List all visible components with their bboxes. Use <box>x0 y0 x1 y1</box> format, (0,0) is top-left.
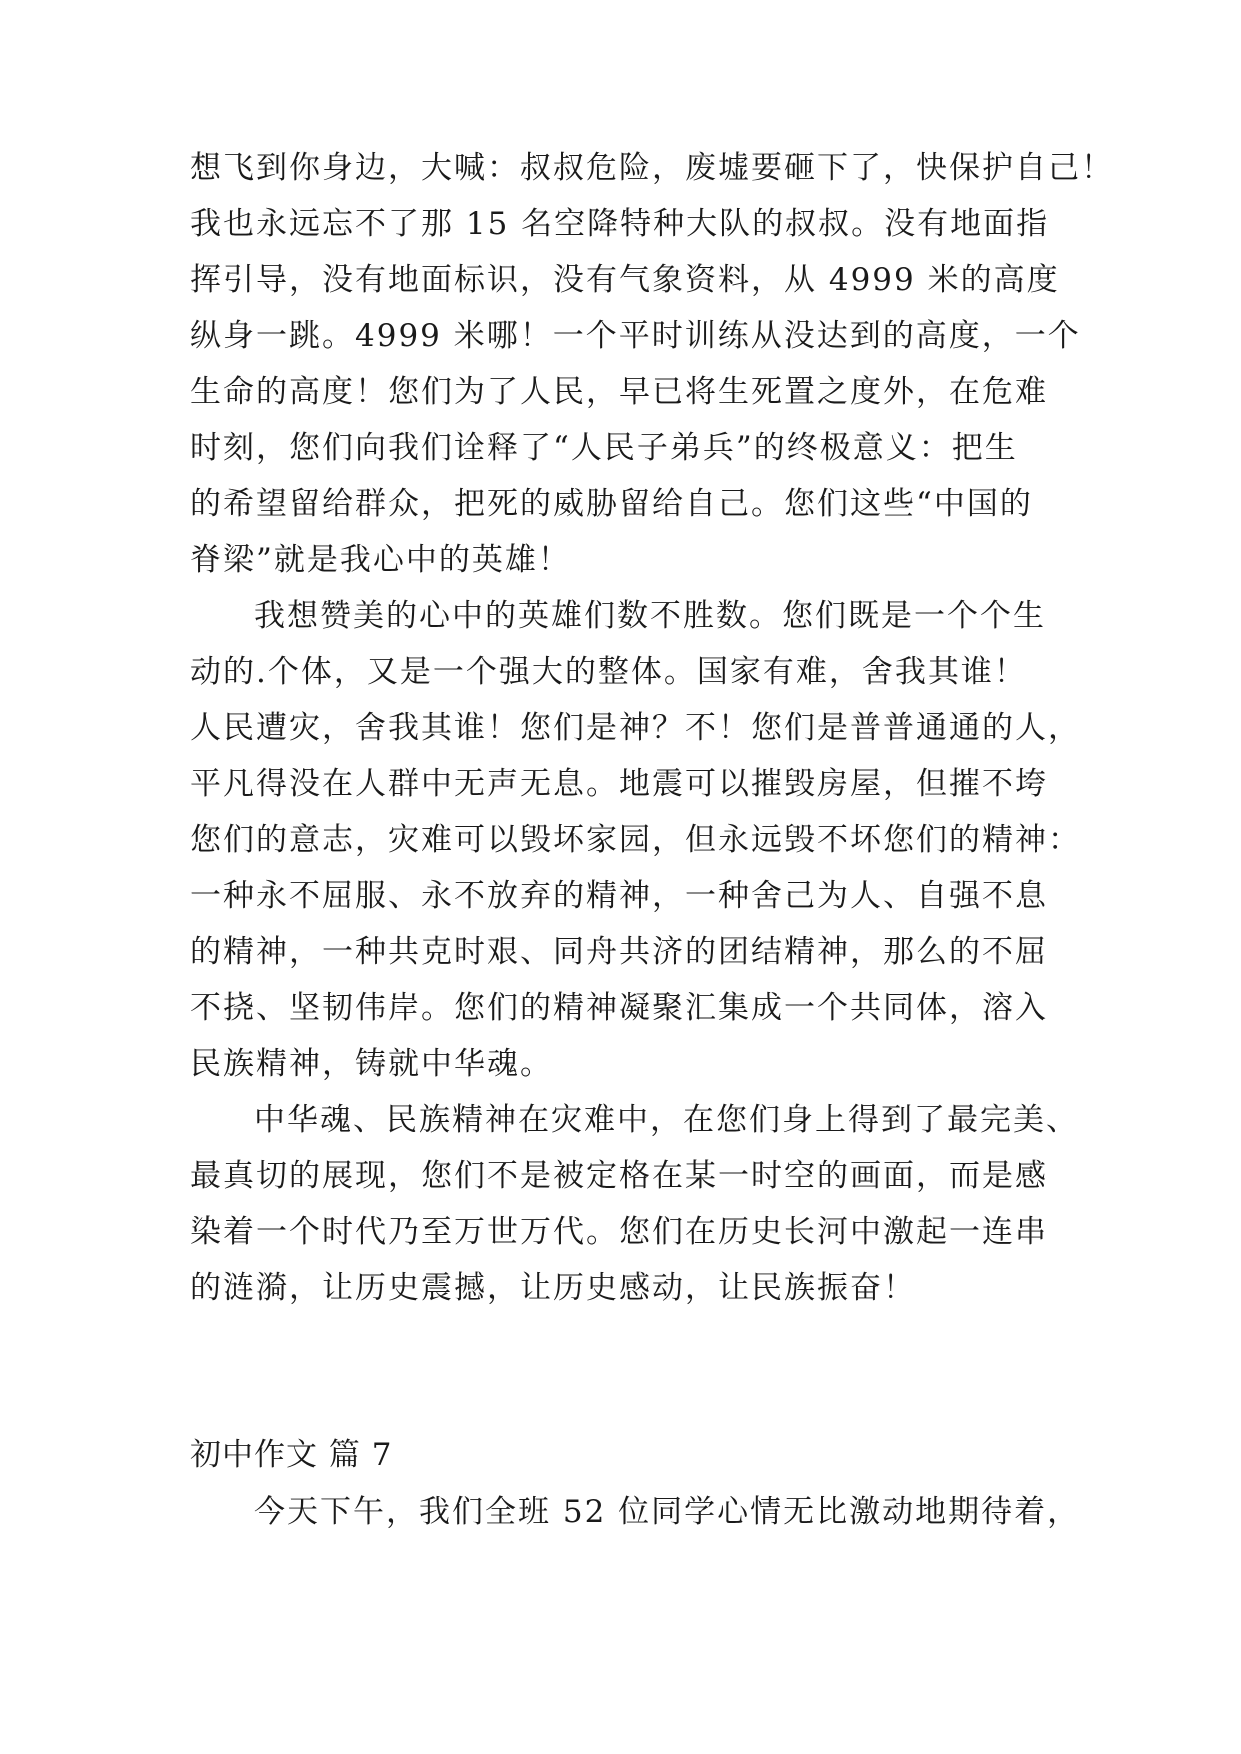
paragraph-4 <box>190 1484 1081 1540</box>
paragraph-3 <box>190 1092 1079 1316</box>
text-line: 脊梁”就是我心中的英雄！ <box>190 542 571 578</box>
text-line: 我也永远忘不了那 15 名空降特种大队的叔叔。没有地面指 <box>190 206 1050 242</box>
text-line: 的精神，一种共克时艰、同舟共济的团结精神，那么的不屈 <box>190 934 1048 970</box>
text-line: 平凡得没在人群中无声无息。地震可以摧毁房屋，但摧不垮 <box>190 766 1048 802</box>
text-line: 挥引导，没有地面标识，没有气象资料，从 4999 米的高度 <box>190 262 1060 298</box>
section-title: 初中作文 篇 7 <box>190 1437 393 1473</box>
text-line: 的希望留给群众，把死的威胁留给自己。您们这些“中国的 <box>190 486 1033 522</box>
text-line: 的涟漪，让历史震撼，让历史感动，让民族振奋！ <box>190 1270 916 1306</box>
text-line: 今天下午，我们全班 52 位同学心情无比激动地期待着， <box>254 1494 1081 1530</box>
text-line: 染着一个时代乃至万世万代。您们在历史长河中激起一连串 <box>190 1214 1048 1250</box>
text-line: 纵身一跳。4999 米哪！一个平时训练从没达到的高度，一个 <box>190 318 1081 354</box>
text-line: 民族精神，铸就中华魂。 <box>190 1046 553 1082</box>
text-line: 我想赞美的心中的英雄们数不胜数。您们既是一个个生 <box>254 598 1046 634</box>
text-line: 您们的意志，灾难可以毁坏家园，但永远毁不坏您们的精神： <box>190 822 1081 858</box>
text-line: 生命的高度！您们为了人民，早已将生死置之度外，在危难 <box>190 374 1048 410</box>
text-line: 中华魂、民族精神在灾难中，在您们身上得到了最完美、 <box>254 1102 1079 1138</box>
text-line: 最真切的展现，您们不是被定格在某一时空的画面，而是感 <box>190 1158 1048 1194</box>
paragraph-2 <box>190 588 1081 1092</box>
text-line: 想飞到你身边，大喊：叔叔危险，废墟要砸下了，快保护自己！ <box>190 150 1114 186</box>
text-line: 时刻，您们向我们诠释了“人民子弟兵”的终极意义：把生 <box>190 430 1018 466</box>
text-line: 动的.个体，又是一个强大的整体。国家有难，舍我其谁！ <box>190 654 1027 690</box>
text-line: 人民遭灾，舍我其谁！您们是神？不！您们是普普通通的人， <box>190 710 1081 746</box>
paragraph-1 <box>190 140 1114 588</box>
section-heading <box>190 1427 1050 1483</box>
text-line: 一种永不屈服、永不放弃的精神，一种舍己为人、自强不息 <box>190 878 1048 914</box>
text-line: 不挠、坚韧伟岸。您们的精神凝聚汇集成一个共同体，溶入 <box>190 990 1048 1026</box>
